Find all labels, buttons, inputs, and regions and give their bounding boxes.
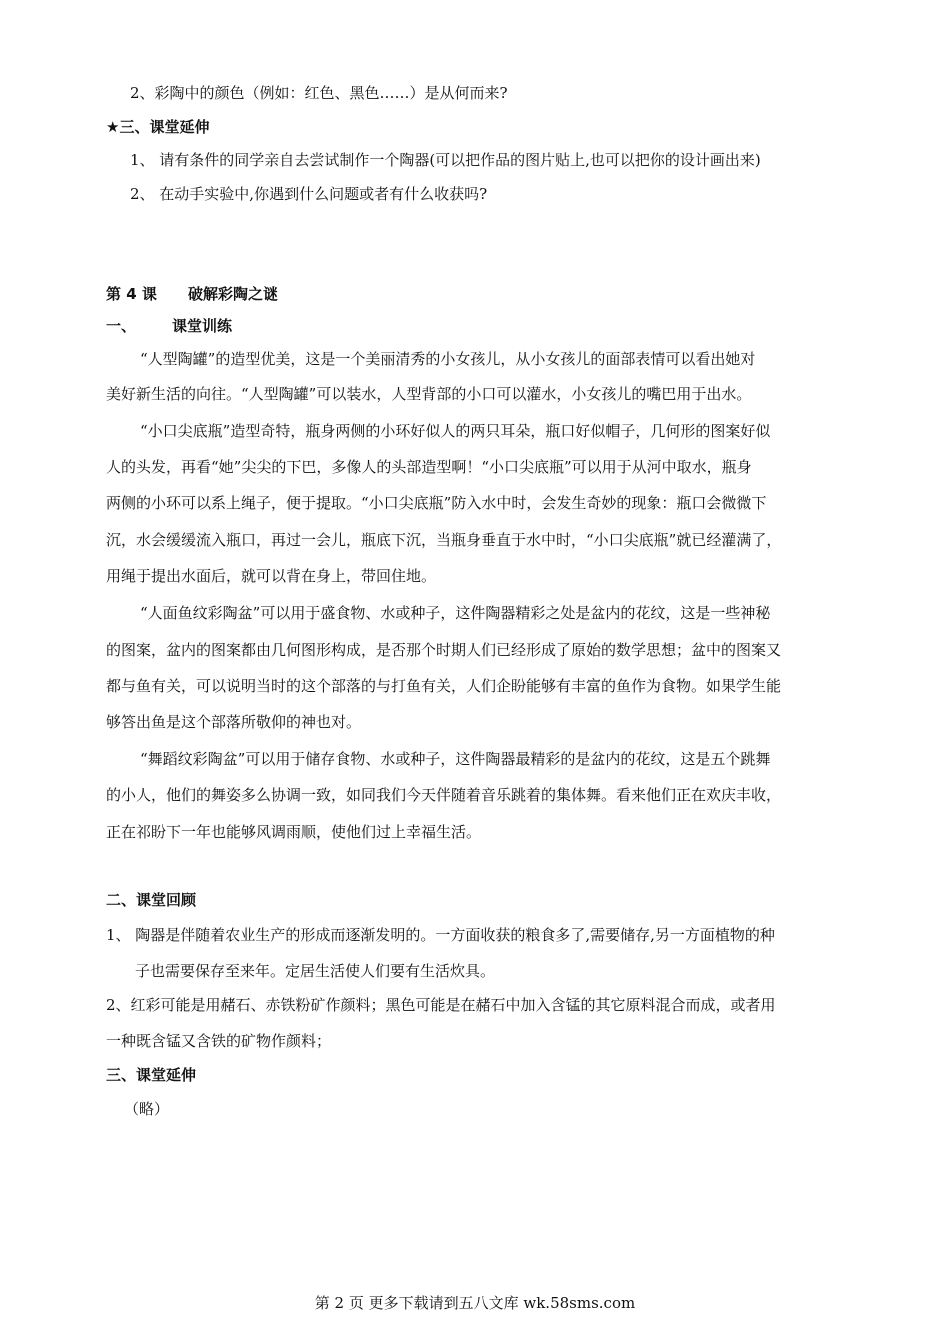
para4-line3: 正在祁盼下一年也能够风调雨顺，使他们过上幸福生活。 — [106, 823, 482, 841]
para1-line2: 美好新生活的向往。“人型陶罐”可以装水，人型背部的小口可以灌水，小女孩儿的嘴巴用于出水。 — [106, 385, 752, 403]
section1-number: 一、 — [106, 317, 137, 335]
extension-item-1: 1、 请有条件的同学亲自去尝试制作一个陶器(可以把作品的图片贴上,也可以把你的设计画出来) — [130, 151, 761, 169]
para2-line3: 两侧的小环可以系上绳子，便于提取。“小口尖底瓶”防入水中时，会发生奇妙的现象：瓶口会微微下 — [106, 494, 767, 512]
review-item2-line1: 2、红彩可能是用赭石、赤铁粉矿作颜料；黑色可能是在赭石中加入含锰的其它原料混合而成，或者用 — [106, 996, 776, 1014]
section3-heading: 三、课堂延伸 — [106, 1066, 197, 1084]
section3-note: （略） — [124, 1100, 170, 1118]
review-item1-line1: 1、 陶器是伴随着农业生产的形成而逐渐发明的。一方面收获的粮食多了,需要储存,另一方面植物的种 — [106, 926, 775, 944]
lesson-title: 破解彩陶之谜 — [188, 285, 279, 303]
extension-heading-starred: ★三、课堂延伸 — [106, 118, 210, 136]
para3-line1: “人面鱼纹彩陶盆”可以用于盛食物、水或种子，这件陶器精彩之处是盆内的花纹，这是一些神秘 — [140, 604, 771, 622]
review-item2-line2: 一种既含锰又含铁的矿物作颜料； — [106, 1032, 332, 1050]
section1-heading: 课堂训练 — [172, 317, 233, 335]
para3-line2: 的图案，盆内的图案都由几何图形构成，是否那个时期人们已经形成了原始的数学思想；盆中的图案又 — [106, 641, 782, 659]
para2-line5: 用绳于提出水面后，就可以背在身上，带回住地。 — [106, 567, 437, 585]
para4-line2: 的小人，他们的舞姿多么协调一致，如同我们今天伴随着音乐跳着的集体舞。看来他们正在欢庆丰收， — [106, 786, 782, 804]
para4-line1: “舞蹈纹彩陶盆”可以用于储存食物、水或种子，这件陶器最精彩的是盆内的花纹，这是五个跳舞 — [140, 750, 771, 768]
page-footer: 第 2 页 更多下载请到五八文库 wk.58sms.com — [314, 1294, 636, 1312]
para3-line3: 都与鱼有关，可以说明当时的这个部落的与打鱼有关，人们企盼能够有丰富的鱼作为食物。如果学生能 — [106, 677, 782, 695]
para1-line1: “人型陶罐”的造型优美，这是一个美丽清秀的小女孩儿，从小女孩儿的面部表情可以看出她对 — [140, 350, 756, 368]
para2-line2: 人的头发，再看“她”尖尖的下巴，多像人的头部造型啊！“小口尖底瓶”可以用于从河中取水，瓶身 — [106, 458, 752, 476]
section2-heading: 二、课堂回顾 — [106, 891, 197, 909]
question-2: 2、彩陶中的颜色（例如：红色、黑色……）是从何而来? — [130, 84, 508, 102]
review-item1-line2: 子也需要保存至来年。定居生活使人们要有生活炊具。 — [135, 962, 496, 980]
extension-item-2: 2、 在动手实验中,你遇到什么问题或者有什么收获吗? — [130, 185, 488, 203]
para3-line4: 够答出鱼是这个部落所敬仰的神也对。 — [106, 713, 362, 731]
para2-line1: “小口尖底瓶”造型奇特，瓶身两侧的小环好似人的两只耳朵，瓶口好似帽子，几何形的图案好似 — [140, 422, 771, 440]
lesson-number: 第 4 课 — [106, 285, 157, 303]
para2-line4: 沉，水会缓缓流入瓶口，再过一会儿，瓶底下沉，当瓶身垂直于水中时，“小口尖底瓶”就已经灌满了， — [106, 531, 782, 549]
